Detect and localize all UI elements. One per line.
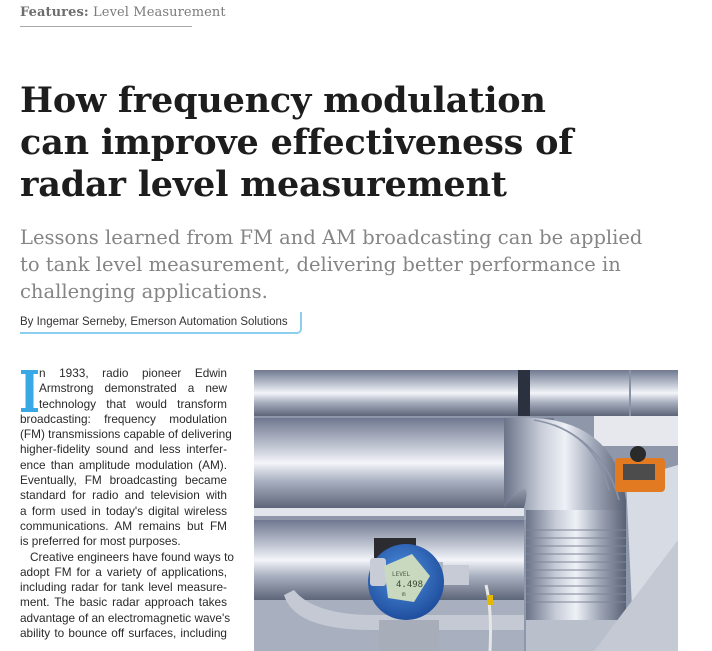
article-photo [254, 370, 678, 651]
body-line: broadcasting: frequency modulation [20, 411, 227, 426]
body-line: Eventually, FM broadcasting became [20, 473, 227, 488]
display-value: 4.498 [396, 580, 424, 590]
body-line: a form used in today's digital wireless [20, 503, 227, 518]
section-name: Level Measurement [93, 5, 226, 20]
body-line: adopt FM for a variety of applications, [20, 564, 227, 579]
section-divider [20, 26, 192, 27]
display-label: LEVEL [392, 571, 411, 578]
body-line: communications. AM remains but FM [20, 518, 227, 533]
body-line: n 1933, radio pioneer Edwin [39, 366, 227, 380]
section-label [20, 5, 226, 20]
body-line: standard for radio and television with [20, 488, 227, 503]
pipes-transmitter-illustration [254, 370, 678, 651]
body-line: technology that would transform [39, 396, 227, 411]
body-line: ability to bounce off surfaces, including [20, 626, 227, 641]
body-line: is preferred for most purposes. [20, 534, 181, 549]
headline-line: radar level measurement [20, 164, 507, 205]
display-unit: m [402, 591, 406, 598]
article-deck [20, 224, 643, 305]
article-headline [20, 80, 660, 206]
article-body-column [20, 366, 234, 641]
deck-line: to tank level measurement, delivering better performance in [20, 253, 621, 276]
body-line: higher-fidelity sound and less interfer- [20, 442, 227, 457]
deck-line: challenging applications. [20, 280, 268, 303]
body-line: Armstrong demonstrated a new [39, 381, 227, 396]
body-line: ment. The basic radar approach takes [20, 595, 227, 610]
section-prefix: Features: [20, 5, 89, 20]
headline-line: can improve effectiveness of [20, 122, 574, 163]
headline-line: How frequency modulation [20, 80, 546, 121]
body-line: Creative engineers have found ways to [30, 549, 234, 564]
body-line: including radar for tank level measure- [20, 580, 227, 595]
deck-line: Lessons learned from FM and AM broadcasting can be applied [20, 226, 643, 249]
byline: By Ingemar Serneby, Emerson Automation Solutions [20, 312, 302, 334]
body-line: advantage of an electromagnetic wave's [20, 610, 231, 625]
body-line: ence than amplitude modulation (AM). [20, 457, 227, 472]
drop-cap-i [21, 370, 38, 412]
body-line: (FM) transmissions capable of delivering [20, 427, 232, 442]
